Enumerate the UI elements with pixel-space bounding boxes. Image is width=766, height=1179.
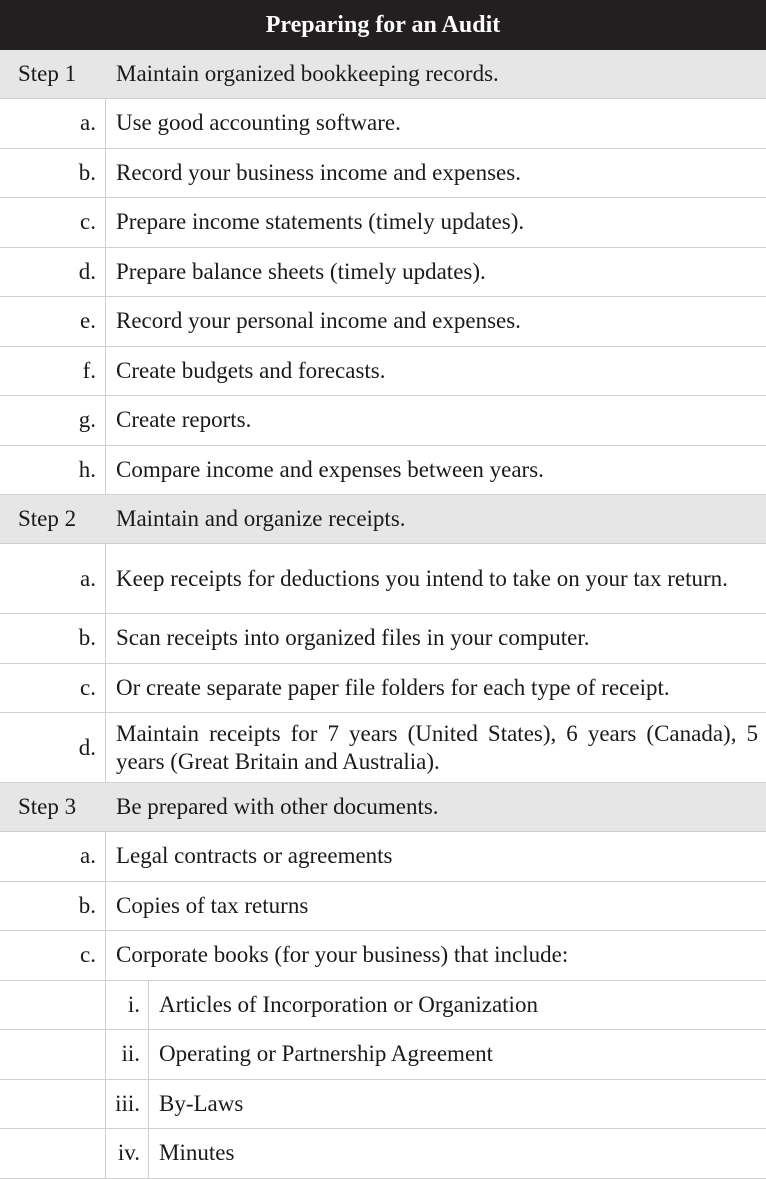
table-title: Preparing for an Audit bbox=[0, 0, 766, 50]
item-label: h. bbox=[78, 456, 96, 482]
sub-row bbox=[0, 297, 766, 347]
item-text: Use good accounting software. bbox=[116, 110, 401, 136]
item-text: Record your personal income and expenses. bbox=[116, 308, 521, 334]
step-text: Maintain organized bookkeeping records. bbox=[116, 61, 499, 86]
item-label: e. bbox=[80, 308, 96, 334]
item-label: a. bbox=[80, 110, 96, 136]
item-label: f. bbox=[82, 357, 96, 383]
sub-row bbox=[0, 99, 766, 149]
sub-row bbox=[0, 347, 766, 397]
item-label: d. bbox=[78, 734, 96, 760]
subsub-row bbox=[0, 1080, 766, 1130]
sub-row bbox=[0, 446, 766, 496]
item-text: Prepare income statements (timely updates). bbox=[116, 209, 525, 235]
item-text: Record your business income and expenses. bbox=[116, 159, 521, 185]
sub-row bbox=[0, 882, 766, 932]
step-label: Step 3 bbox=[18, 794, 77, 819]
item-label: d. bbox=[78, 258, 96, 284]
subitem-text: Minutes bbox=[159, 1140, 235, 1166]
item-label: c. bbox=[80, 674, 96, 700]
item-text: Or create separate paper file folders for each type of receipt. bbox=[116, 674, 670, 700]
sub-row bbox=[0, 544, 766, 614]
item-label: c. bbox=[80, 942, 96, 968]
item-text: Copies of tax returns bbox=[116, 892, 309, 918]
sub-row bbox=[0, 713, 766, 783]
subitem-text: By-Laws bbox=[159, 1090, 244, 1116]
sub-row bbox=[0, 149, 766, 199]
step-text: Maintain and organize receipts. bbox=[116, 506, 406, 531]
item-label: a. bbox=[80, 565, 96, 591]
step-label: Step 1 bbox=[18, 61, 77, 86]
subitem-label: iv. bbox=[117, 1140, 140, 1166]
sub-row bbox=[0, 248, 766, 298]
subsub-row bbox=[0, 1129, 766, 1179]
subitem-label: ii. bbox=[121, 1041, 140, 1067]
item-label: b. bbox=[78, 892, 96, 918]
item-text: Keep receipts for deductions you intend to take on your tax return. bbox=[116, 565, 728, 591]
item-text: Scan receipts into organized files in your computer. bbox=[116, 625, 590, 651]
item-text: Create reports. bbox=[116, 407, 252, 433]
sub-row bbox=[0, 664, 766, 714]
item-text: Compare income and expenses between years. bbox=[116, 456, 544, 482]
subitem-label: i. bbox=[127, 991, 140, 1017]
sub-row bbox=[0, 614, 766, 664]
step-row bbox=[0, 783, 766, 832]
item-text: Maintain receipts for 7 years (United States), 6 years (Canada), 5 years (Great Britain and Australia). bbox=[116, 720, 758, 774]
subsub-row bbox=[0, 1030, 766, 1080]
subitem-label: iii. bbox=[115, 1090, 140, 1116]
step-row bbox=[0, 50, 766, 99]
item-text: Create budgets and forecasts. bbox=[116, 357, 386, 383]
subitem-text: Articles of Incorporation or Organization bbox=[159, 991, 538, 1017]
item-label: b. bbox=[78, 625, 96, 651]
sub-row bbox=[0, 396, 766, 446]
item-label: a. bbox=[80, 843, 96, 869]
sub-row bbox=[0, 198, 766, 248]
step-label: Step 2 bbox=[18, 506, 77, 531]
item-label: c. bbox=[80, 209, 96, 235]
step-row bbox=[0, 495, 766, 544]
item-label: b. bbox=[78, 159, 96, 185]
item-text: Legal contracts or agreements bbox=[116, 843, 393, 869]
step-text: Be prepared with other documents. bbox=[116, 794, 439, 819]
sub-row bbox=[0, 931, 766, 981]
subitem-text: Operating or Partnership Agreement bbox=[159, 1041, 494, 1067]
item-label: g. bbox=[78, 407, 96, 433]
item-text: Corporate books (for your business) that include: bbox=[116, 942, 569, 968]
sub-row bbox=[0, 832, 766, 882]
item-text: Prepare balance sheets (timely updates). bbox=[116, 258, 486, 284]
subsub-row bbox=[0, 981, 766, 1031]
